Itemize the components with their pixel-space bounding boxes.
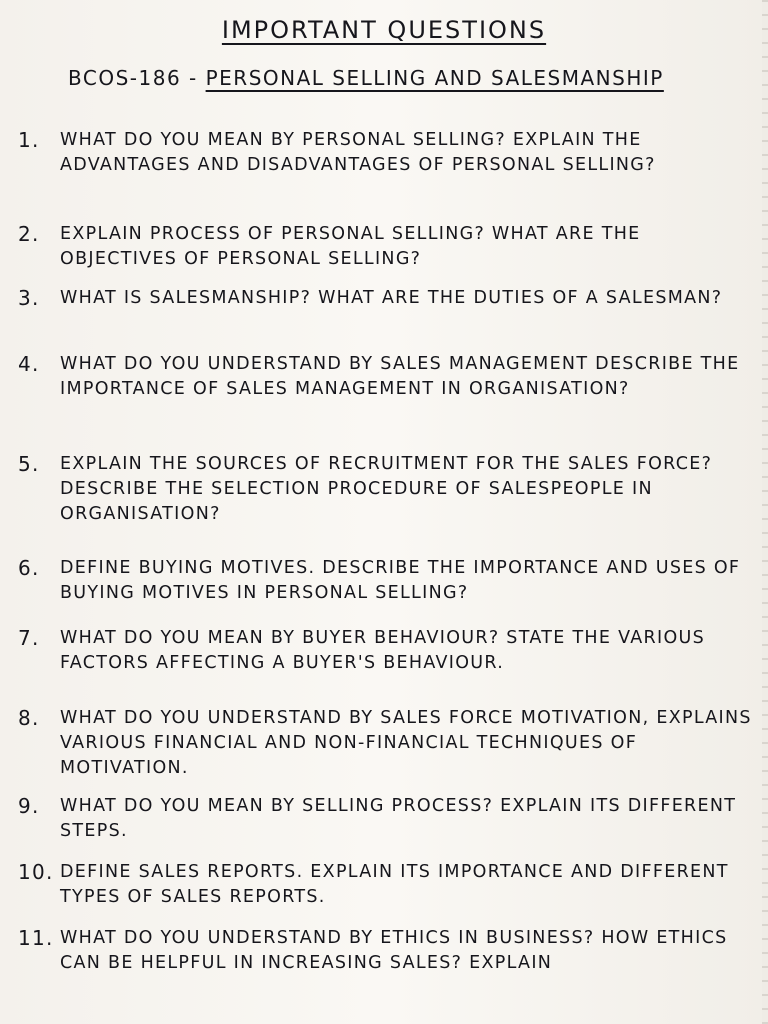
question-number: 5. — [18, 452, 40, 476]
question-text: WHAT DO YOU UNDERSTAND BY SALES FORCE MOTIVATION, EXPLAINS VARIOUS FINANCIAL AND NON-FINANCIAL TECHNIQUES OF MOTIVATION. — [60, 708, 752, 778]
question-number: 7. — [18, 626, 40, 650]
course-code: BCOS-186 - — [68, 66, 198, 90]
question-item — [18, 222, 762, 272]
question-text: WHAT DO YOU UNDERSTAND BY ETHICS IN BUSINESS? HOW ETHICS CAN BE HELPFUL IN INCREASING SALES? EXPLAIN — [60, 928, 728, 973]
question-item — [18, 556, 762, 606]
question-number: 2. — [18, 222, 40, 246]
question-item — [18, 128, 762, 178]
question-text: EXPLAIN PROCESS OF PERSONAL SELLING? WHAT ARE THE OBJECTIVES OF PERSONAL SELLING? — [60, 224, 641, 269]
question-text: DEFINE BUYING MOTIVES. DESCRIBE THE IMPORTANCE AND USES OF BUYING MOTIVES IN PERSONAL SELLING? — [60, 558, 741, 603]
question-item — [18, 452, 762, 527]
question-number: 10. — [18, 860, 54, 884]
question-number: 8. — [18, 706, 40, 730]
question-number: 3. — [18, 286, 40, 310]
question-text: WHAT DO YOU MEAN BY SELLING PROCESS? EXPLAIN ITS DIFFERENT STEPS. — [60, 796, 737, 841]
question-number: 9. — [18, 794, 40, 818]
course-subtitle — [68, 66, 664, 90]
question-number: 1. — [18, 128, 40, 152]
question-text: WHAT DO YOU MEAN BY BUYER BEHAVIOUR? STATE THE VARIOUS FACTORS AFFECTING A BUYER'S BEHAVIOUR. — [60, 628, 706, 673]
question-item — [18, 352, 762, 402]
question-number: 11. — [18, 926, 54, 950]
question-text: WHAT IS SALESMANSHIP? WHAT ARE THE DUTIES OF A SALESMAN? — [60, 288, 723, 308]
question-text: DEFINE SALES REPORTS. EXPLAIN ITS IMPORTANCE AND DIFFERENT TYPES OF SALES REPORTS. — [60, 862, 729, 907]
page-binding-edge — [762, 0, 768, 1024]
course-topic: PERSONAL SELLING AND SALESMANSHIP — [205, 66, 664, 90]
question-number: 4. — [18, 352, 40, 376]
question-item — [18, 794, 762, 844]
question-item — [18, 626, 762, 676]
question-item — [18, 926, 762, 976]
question-number: 6. — [18, 556, 40, 580]
question-item — [18, 706, 762, 781]
question-text: WHAT DO YOU UNDERSTAND BY SALES MANAGEMENT DESCRIBE THE IMPORTANCE OF SALES MANAGEMENT IN ORGANISATION? — [60, 354, 740, 399]
page-title: IMPORTANT QUESTIONS — [221, 16, 547, 44]
question-item — [18, 860, 762, 910]
question-text: WHAT DO YOU MEAN BY PERSONAL SELLING? EXPLAIN THE ADVANTAGES AND DISADVANTAGES OF PERSONAL SELLING? — [60, 130, 656, 175]
question-text: EXPLAIN THE SOURCES OF RECRUITMENT FOR THE SALES FORCE? DESCRIBE THE SELECTION PROCEDURE OF SALESPEOPLE IN ORGANISATION? — [60, 454, 713, 524]
question-item — [18, 286, 762, 311]
